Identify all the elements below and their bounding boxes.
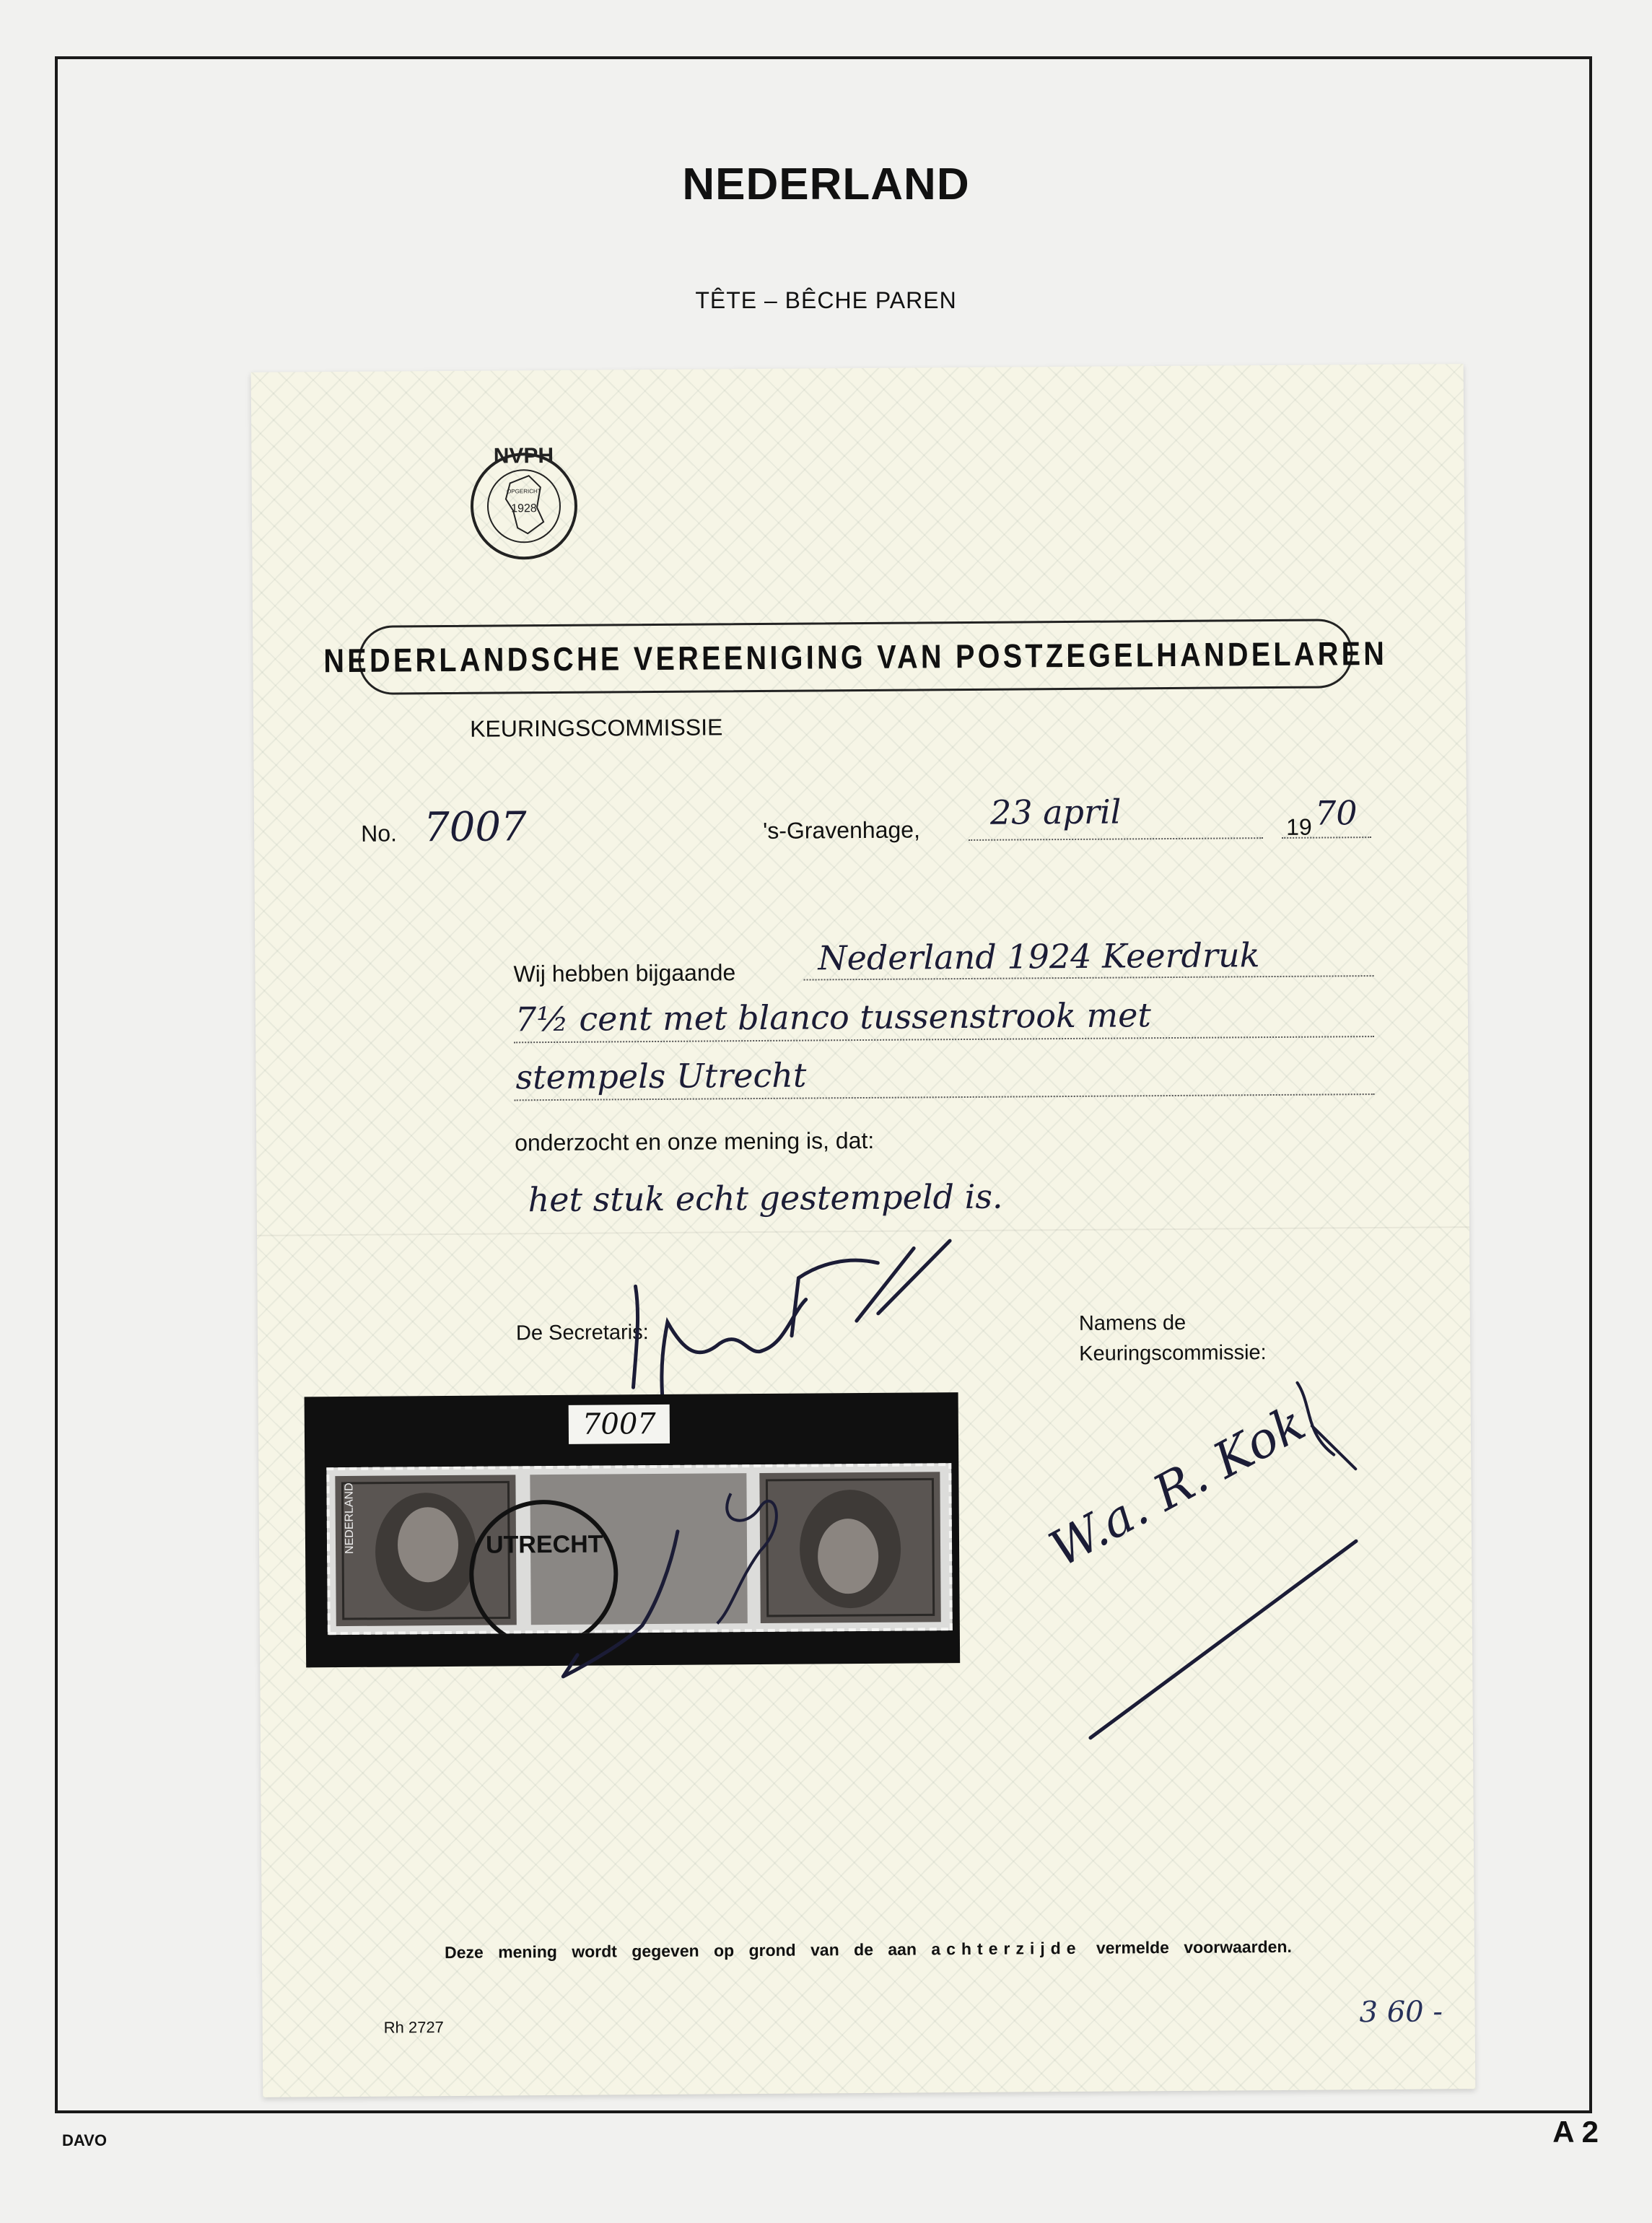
year-handwritten: 70	[1314, 793, 1358, 833]
form-code: Rh 2727	[383, 2018, 444, 2037]
photo-reference-number: 7007	[582, 1407, 656, 1441]
on-behalf-line-2: Keuringscommissie:	[1079, 1341, 1267, 1366]
conditions-word: vermelde	[1096, 1938, 1170, 1957]
opinion-label: onderzocht en onze mening is, dat:	[515, 1127, 875, 1156]
intro-text: Wij hebben bijgaande	[513, 959, 736, 987]
organization-banner	[323, 619, 1388, 695]
committee-signature: W.a. R. Kok	[1040, 1394, 1315, 1579]
conditions-word: mening	[498, 1942, 558, 1962]
svg-text:NVPH: NVPH	[493, 443, 554, 468]
number-label: No.	[361, 820, 398, 847]
organization-name: NEDERLANDSCHE VEREENIGING VAN POSTZEGELHANDELAREN	[323, 634, 1388, 680]
conditions-word: de	[854, 1939, 874, 1960]
conditions-word: wordt	[572, 1942, 618, 1961]
conditions-word: aan	[888, 1939, 917, 1959]
place-label: 's-Gravenhage,	[763, 816, 921, 844]
photo-reference-label	[569, 1405, 670, 1444]
date-line	[969, 837, 1263, 841]
conditions-word: van	[810, 1940, 839, 1960]
expertise-certificate	[251, 364, 1476, 2097]
page-title: NEDERLAND	[682, 160, 970, 209]
date-handwritten: 23 april	[989, 792, 1122, 832]
year-line	[1282, 837, 1371, 839]
left-stamp-country: NEDERLAND	[343, 1482, 357, 1555]
opinion-handwritten: het stuk echt gestempeld is.	[528, 1176, 1003, 1220]
secretary-signature	[574, 1233, 1096, 1402]
on-behalf-line-1: Namens de	[1078, 1311, 1186, 1335]
price-note: 3 60 -	[1359, 1995, 1443, 2030]
committee-signature-underline	[1082, 1534, 1372, 1745]
conditions-notice	[262, 1936, 1474, 1964]
secretary-signature-tail	[548, 1524, 722, 1684]
certificate-number: 7007	[423, 803, 527, 852]
secretary-label: De Secretaris:	[515, 1321, 649, 1345]
conditions-word: Deze	[444, 1942, 484, 1962]
conditions-word: voorwaarden.	[1184, 1936, 1292, 1957]
conditions-word: op	[713, 1941, 735, 1960]
nvph-seal-logo	[462, 441, 585, 564]
committee-name: KEURINGSCOMMISSIE	[470, 714, 723, 742]
description-line-2: 7½ cent met blanco tussenstrook met	[515, 995, 1152, 1039]
page-subtitle: TÊTE – BÊCHE PAREN	[695, 287, 957, 313]
svg-text:OPGERICHT: OPGERICHT	[507, 488, 541, 495]
description-line-3: stempels Utrecht	[515, 1055, 807, 1097]
svg-text:1928: 1928	[511, 502, 537, 515]
page-number: A 2	[1552, 2115, 1599, 2149]
album-brand: DAVO	[62, 2131, 107, 2149]
conditions-word-spaced: achterzijde	[931, 1938, 1082, 1959]
description-line-1: Nederland 1924 Keerdruk	[818, 935, 1260, 978]
year-printed: 19	[1285, 813, 1312, 840]
postmark-text: UTRECHT	[485, 1530, 603, 1559]
conditions-word: grond	[748, 1940, 796, 1960]
conditions-word: gegeven	[631, 1941, 699, 1961]
